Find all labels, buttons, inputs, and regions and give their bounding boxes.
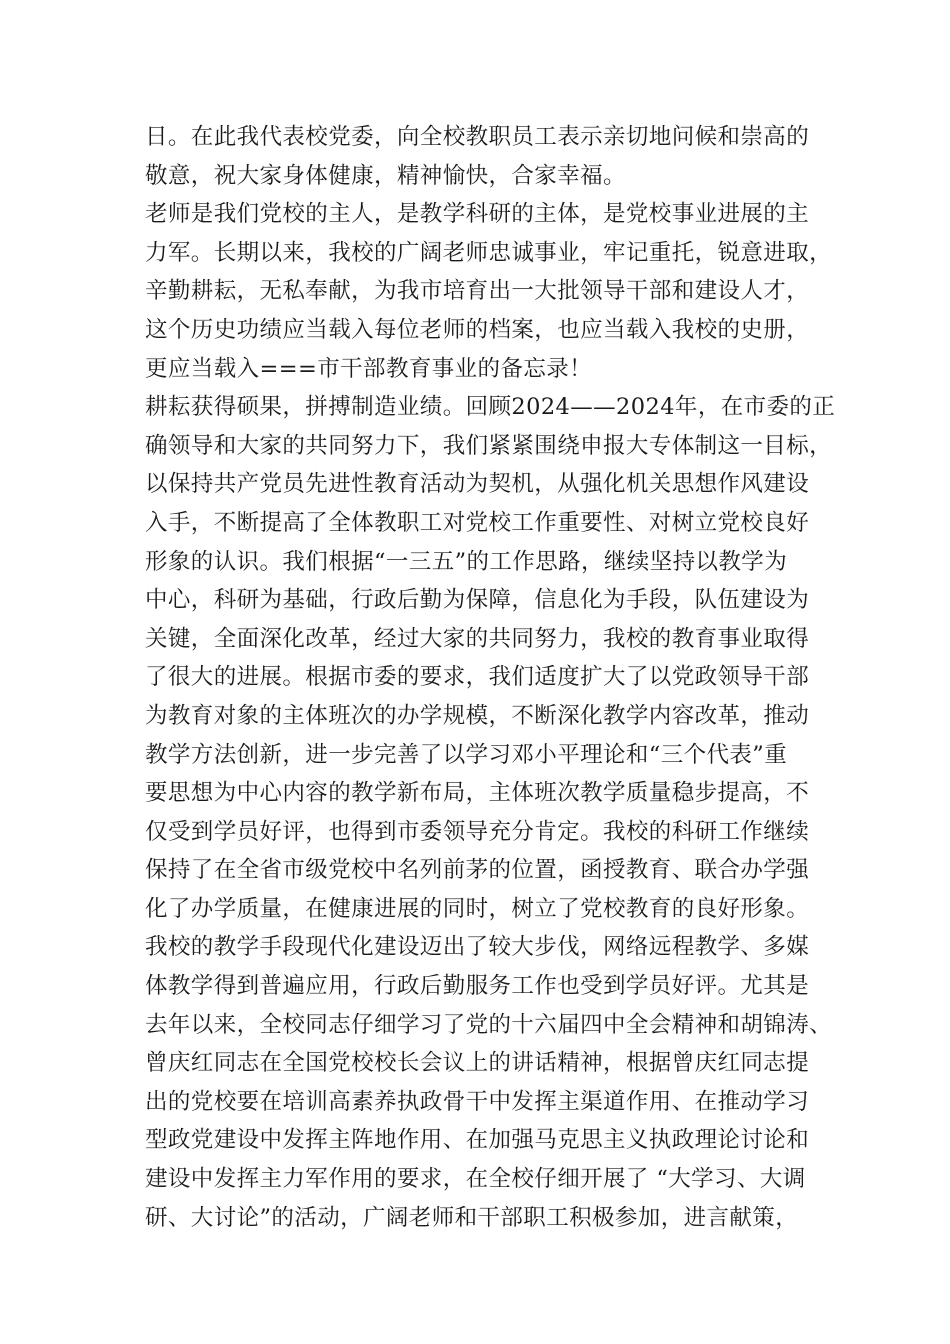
text-line: 教学方法创新，进一步完善了以学习邓小平理论和“三个代表”重 — [145, 741, 788, 768]
text-line: 去年以来，全校同志仔细学习了党的十六届四中全会精神和胡锦涛、 — [145, 1011, 833, 1038]
text-line: 曾庆红同志在全国党校校长会议上的讲话精神，根据曾庆红同志提 — [145, 1050, 810, 1077]
text-line: 保持了在全省市级党校中名列前茅的位置，函授教育、联合办学强 — [145, 857, 810, 884]
text-line: 入手，不断提高了全体教职工对党校工作重要性、对树立党校良好 — [145, 509, 810, 536]
text-line: 关键，全面深化改革，经过大家的共同努力，我校的教育事业取得 — [145, 625, 810, 652]
text-line: 耕耘获得硕果，拼搏制造业绩。回顾2024——2024年，在市委的正 — [145, 394, 836, 421]
text-line: 敬意，祝大家身体健康，精神愉快，合家幸福。 — [145, 162, 626, 189]
text-line: 了很大的进展。根据市委的要求，我们适度扩大了以党政领导干部 — [145, 664, 810, 691]
text-line: 以保持共产党员先进性教育活动为契机，从强化机关思想作风建设 — [145, 471, 810, 498]
text-line: 体教学得到普遍应用，行政后勤服务工作也受到学员好评。尤其是 — [145, 973, 810, 1000]
text-line: 出的党校要在培训高素养执政骨干中发挥主渠道作用、在推动学习 — [145, 1088, 810, 1115]
text-line: 辛勤耕耘，无私奉献，为我市培育出一大批领导干部和建设人才， — [145, 278, 810, 305]
text-line: 形象的认识。我们根据“一三五”的工作思路，继续坚持以教学为 — [145, 548, 788, 575]
text-line: 型政党建设中发挥主阵地作用、在加强马克思主义执政理论讨论和 — [145, 1127, 810, 1154]
text-line: 确领导和大家的共同努力下，我们紧紧围绕申报大专体制这一目标， — [145, 432, 833, 459]
text-line: 中心，科研为基础，行政后勤为保障，信息化为手段，队伍建设为 — [145, 587, 810, 614]
body-text — [145, 118, 836, 1237]
text-line: 为教育对象的主体班次的办学规模，不断深化教学内容改革，推动 — [145, 702, 810, 729]
text-line: 力军。长期以来，我校的广阔老师忠诚事业，牢记重托，锐意进取， — [145, 239, 833, 266]
text-line: 我校的教学手段现代化建设迈出了较大步伐，网络远程教学、多媒 — [145, 934, 810, 961]
text-line: 化了办学质量，在健康进展的同时，树立了党校教育的良好形象。 — [145, 895, 810, 922]
text-line: 更应当载入===市干部教育事业的备忘录！ — [145, 355, 593, 382]
text-line: 建设中发挥主力军作用的要求，在全校仔细开展了 “大学习、大调 — [145, 1166, 806, 1193]
text-line: 要思想为中心内容的教学新布局，主体班次教学质量稳步提高，不 — [145, 780, 810, 807]
text-line: 老师是我们党校的主人，是教学科研的主体，是党校事业进展的主 — [145, 201, 810, 228]
text-line: 日。在此我代表校党委，向全校教职员工表示亲切地问候和崇高的 — [145, 124, 810, 150]
text-line: 仅受到学员好评，也得到市委领导充分肯定。我校的科研工作继续 — [145, 818, 810, 845]
text-line: 这个历史功绩应当载入每位老师的档案，也应当载入我校的史册， — [145, 316, 810, 343]
text-line: 研、大讨论”的活动，广阔老师和干部职工积极参加，进言献策， — [145, 1204, 799, 1231]
